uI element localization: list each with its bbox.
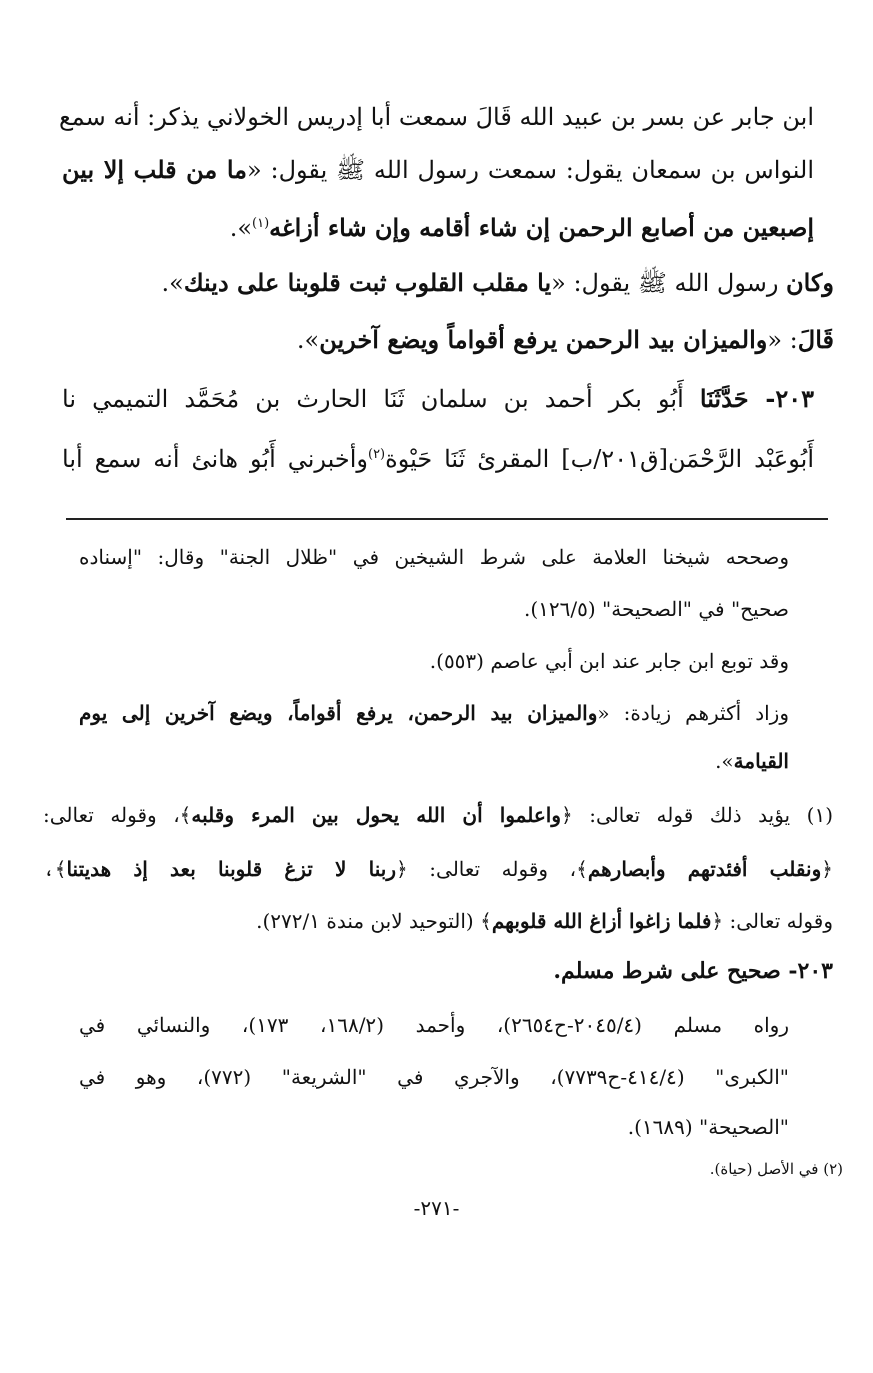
footnote-ref: (٢)	[367, 447, 386, 462]
hadith-number: ٢٠٣- حَدَّثَنَا	[699, 384, 814, 413]
text-span: أَبُوعَبْد الرَّحْمَن[ق٢٠١/ب] المقرئ ثَنَا حَيْوة	[385, 445, 814, 473]
text-span: وكان	[786, 268, 834, 297]
text-line: ابن جابر عن بسر بن عبيد الله قَالَ سمعت أبا إدريس الخولاني يذكر: أنه سمع	[58, 103, 814, 131]
text-span: : «	[767, 326, 798, 354]
hadith-quote: والميزان بيد الرحمن يرفع أقواماً ويضع آخرين	[319, 325, 768, 354]
text-span: (١) يؤيد ذلك قوله تعالى: ﴿	[561, 803, 833, 827]
text-line	[62, 150, 814, 190]
quran-verse: واعلموا أن الله يحول بين المرء وقلبه	[191, 803, 561, 827]
quran-verse: فلما زاغوا أزاغ الله قلوبهم	[491, 909, 712, 933]
footnote-1-line	[43, 904, 833, 938]
takhrij-line: رواه مسلم (٢٠٤٥/٤-ح٢٦٥٤)، وأحمد (١٦٨/٢، ١٧٣)، والنسائي في	[79, 1013, 789, 1037]
text-line	[62, 435, 814, 479]
hadith-quote: القيامة	[733, 749, 789, 773]
footnote-1-line	[43, 798, 833, 832]
text-line	[62, 204, 814, 248]
text-span: ﴾،	[43, 857, 67, 881]
takhrij-line: "الصحيحة" (١٦٨٩).	[627, 1115, 789, 1139]
text-span: ﴿	[821, 857, 833, 881]
text-span: قَالَ	[797, 325, 834, 354]
footnote-1-line	[43, 852, 833, 886]
takhrij-heading: ٢٠٣- صحيح على شرط مسلم.	[553, 958, 833, 984]
hadith-quote: يا مقلب القلوب ثبت قلوبنا على دينك	[183, 268, 552, 297]
hadith-quote: ما من قلب إلا بين	[62, 155, 247, 184]
page-number: -٢٧١-	[413, 1196, 460, 1220]
quran-verse: ربنا لا تزغ قلوبنا بعد إذ هديتنا	[66, 857, 396, 881]
footnote-line: صحيح" في "الصحيحة" (١٢٦/٥).	[523, 597, 789, 621]
text-span: أَبُو بكر أحمد بن سلمان ثَنَا الحارث بن مُحَمَّد التميمي نا	[62, 385, 700, 413]
text-span: وأخبرني أَبُو هانئ أنه سمع أبا	[62, 445, 368, 473]
footnote-ref: (١)	[252, 216, 270, 231]
text-span: النواس بن سمعان يقول: سمعت رسول الله ﷺ يقول: «	[247, 156, 814, 184]
text-span: رسول الله ﷺ يقول: «	[551, 269, 787, 297]
footnote-line	[79, 744, 789, 778]
takhrij-line: "الكبرى" (٤١٤/٤-ح٧٧٣٩)، والآجري في "الشريعة" (٧٧٢)، وهو في	[79, 1065, 789, 1089]
text-line	[82, 263, 834, 303]
text-span: ».	[229, 214, 253, 242]
text-span: ».	[296, 326, 320, 354]
hadith-quote: والميزان بيد الرحمن، يرفع أقواماً، ويضع آخرين إلى يوم	[79, 701, 598, 725]
text-line	[82, 320, 834, 360]
footnote-line: وصححه شيخنا العلامة على شرط الشيخين في "ظلال الجنة" وقال: "إسناده	[79, 545, 789, 569]
text-span: ﴾ (التوحيد لابن مندة ٢٧٢/١).	[256, 909, 492, 933]
text-span: ﴾، وقوله تعالى:	[43, 803, 192, 827]
quran-verse: ونقلب أفئدتهم وأبصارهم	[587, 857, 822, 881]
hadith-quote: إصبعين من أصابع الرحمن إن شاء أقامه وإن شاء أزاغه	[269, 213, 814, 242]
footnote-2: (٢) في الأصل (حياة).	[709, 1160, 843, 1178]
footnote-divider	[66, 518, 828, 520]
footnote-line	[79, 696, 789, 730]
text-span: وزاد أكثرهم زيادة: «	[597, 701, 789, 725]
text-span: ».	[161, 269, 184, 297]
footnote-line: وقد توبع ابن جابر عند ابن أبي عاصم (٥٥٣).	[429, 649, 789, 673]
text-span: ﴾، وقوله تعالى: ﴿	[396, 857, 588, 881]
hadith-number-line	[62, 379, 814, 419]
text-span: ».	[715, 749, 734, 773]
text-span: وقوله تعالى: ﴿	[711, 909, 833, 933]
